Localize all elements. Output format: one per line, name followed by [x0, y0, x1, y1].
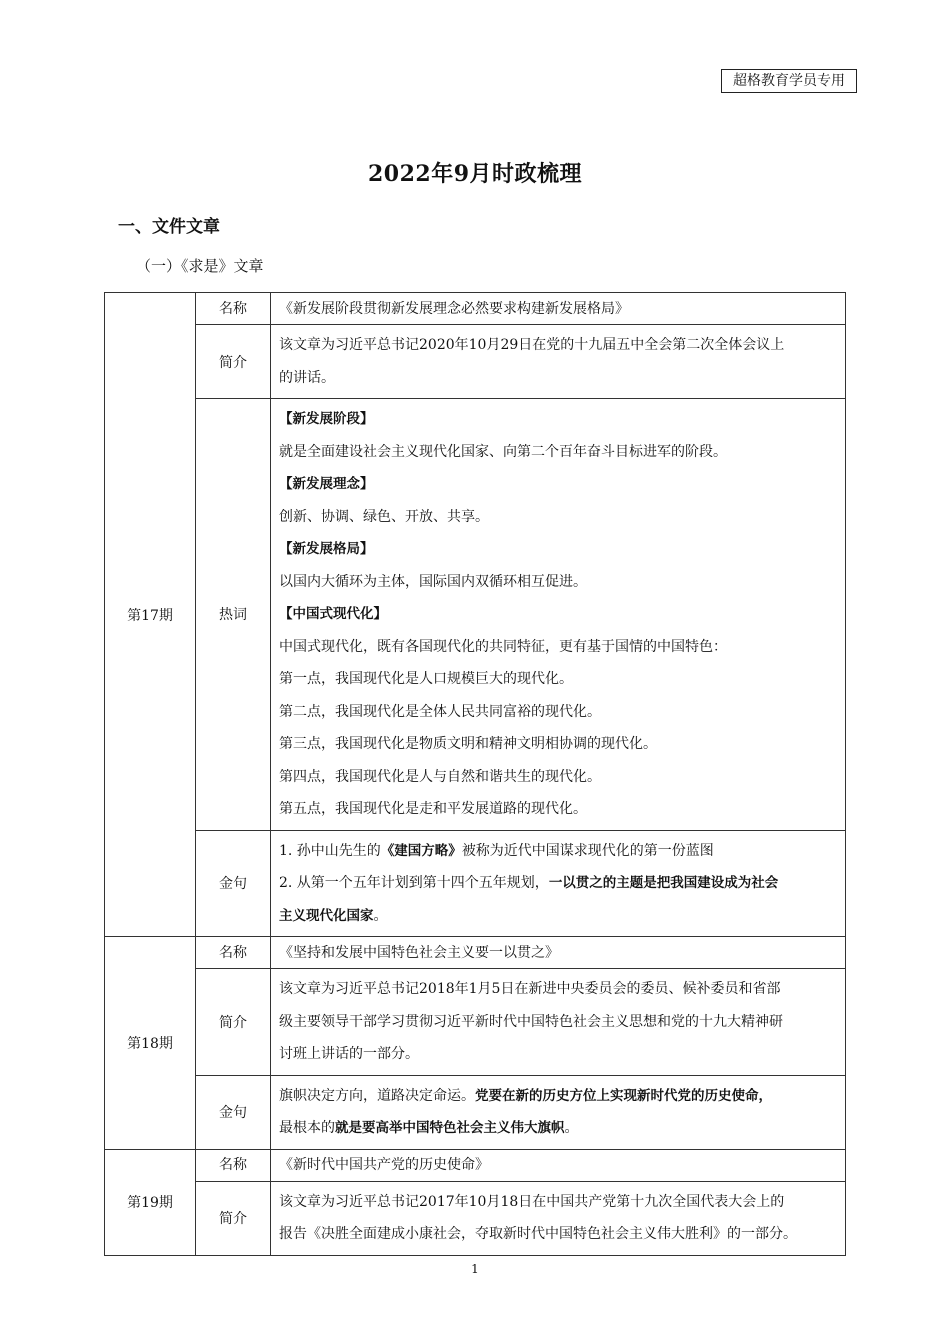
article-hotwords [271, 399, 846, 831]
article-name: 《坚持和发展中国特色社会主义要一以贯之》 [271, 937, 846, 969]
table-row [105, 293, 846, 325]
hotword-text: 第三点，我国现代化是物质文明和精神文明相协调的现代化。 [279, 736, 657, 752]
label-intro: 简介 [196, 325, 271, 399]
label-intro: 简介 [196, 1181, 271, 1255]
article-name: 《新发展阶段贯彻新发展理念必然要求构建新发展格局》 [271, 293, 846, 325]
table-row [105, 937, 846, 969]
hotword-term: 【新发展格局】 [279, 541, 374, 557]
article-name: 《新时代中国共产党的历史使命》 [271, 1149, 846, 1181]
table-row [105, 399, 846, 831]
label-hotwords: 热词 [196, 399, 271, 831]
label-intro: 简介 [196, 969, 271, 1076]
subsection-heading: （一）《求是》文章 [136, 257, 264, 275]
article-quotes: 旗帜决定方向，道路决定命运。党要在新的历史方位上实现新时代党的历史使命， 最根本的就是要高举中国特色社会主义伟大旗帜。 [271, 1075, 846, 1149]
article-intro: 该文章为习近平总书记2020年10月29日在党的十九届五中全会第二次全体会议上 的讲话。 [271, 325, 846, 399]
label-name: 名称 [196, 293, 271, 325]
table-row [105, 325, 846, 399]
usage-badge: 超格教育学员专用 [721, 69, 857, 93]
label-quotes: 金句 [196, 830, 271, 937]
table-row [105, 1075, 846, 1149]
issue-cell: 第18期 [105, 937, 196, 1150]
label-quotes: 金句 [196, 1075, 271, 1149]
table-row [105, 1149, 846, 1181]
article-intro: 该文章为习近平总书记2017年10月18日在中国共产党第十九次全国代表大会上的 报告《决胜全面建成小康社会，夺取新时代中国特色社会主义伟大胜利》的一部分。 [271, 1181, 846, 1255]
issue-cell: 第19期 [105, 1149, 196, 1255]
hotword-term: 【中国式现代化】 [279, 606, 387, 622]
table-row [105, 1181, 846, 1255]
hotword-term: 【新发展阶段】 [279, 411, 374, 427]
label-name: 名称 [196, 937, 271, 969]
article-intro: 该文章为习近平总书记2018年1月5日在新进中央委员会的委员、候补委员和省部 级主要领导干部学习贯彻习近平新时代中国特色社会主义思想和党的十九大精神研 讨班上讲话的一部分。 [271, 969, 846, 1076]
table-row [105, 830, 846, 937]
hotword-text: 第一点，我国现代化是人口规模巨大的现代化。 [279, 671, 573, 687]
article-quotes: 1. 孙中山先生的《建国方略》被称为近代中国谋求现代化的第一份蓝图 2. 从第一个五年计划到第十四个五年规划，一以贯之的主题是把我国建设成为社会 主义现代化国家。 [271, 830, 846, 937]
page-number: 1 [471, 1262, 479, 1276]
section-heading: 一、文件文章 [118, 217, 220, 237]
table-row [105, 969, 846, 1076]
articles-table [104, 292, 846, 1256]
hotword-text: 创新、协调、绿色、开放、共享。 [279, 508, 489, 525]
issue-cell: 第17期 [105, 293, 196, 937]
page-title: 2022年9月时政梳理 [367, 161, 583, 187]
label-name: 名称 [196, 1149, 271, 1181]
hotword-text: 第五点，我国现代化是走和平发展道路的现代化。 [279, 801, 587, 817]
hotword-text: 第四点，我国现代化是人与自然和谐共生的现代化。 [279, 768, 601, 785]
hotword-text: 中国式现代化，既有各国现代化的共同特征，更有基于国情的中国特色： [279, 638, 727, 655]
hotword-term: 【新发展理念】 [279, 476, 374, 492]
hotword-text: 第二点，我国现代化是全体人民共同富裕的现代化。 [279, 703, 601, 720]
hotword-text: 就是全面建设社会主义现代化国家、向第二个百年奋斗目标进军的阶段。 [279, 443, 727, 460]
hotword-text: 以国内大循环为主体，国际国内双循环相互促进。 [279, 573, 587, 590]
